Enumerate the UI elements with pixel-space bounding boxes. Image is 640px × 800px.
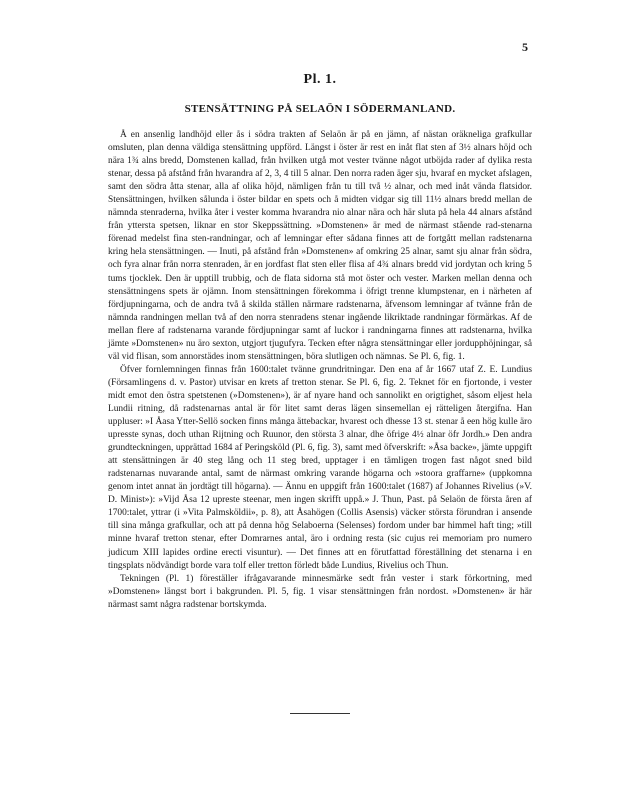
body-text bbox=[108, 129, 532, 612]
section-title: STENSÄTTNING PÅ SELAÖN I SÖDERMANLAND. bbox=[184, 103, 456, 115]
paragraph-history: Öfver fornlemningen finnas från 1600:talet tvänne grundritningar. Den ena af år 1667 utaf Z. E. Lundius (Församlingens d. v. Pastor) utvisar en krets af tretton stenar. Se Pl. 6, fig. 2. Teknet för en fjortonde, i vester midt emot den östra spetstenen (»Domstenen»), är af nyare hand och sannolikt en origtighet, såsom eljest hela Lundii ritning, då radstenarnas antal är för litet samt deras lägen sinsemellan ej rätteligen återgifna. Han uppluser: »I Åasa Ytter-Sellö socken finns många ättebackar, hvarest och dhesse 13 st. stenar å een hög kulle äro upresste synas, doch uthan Rijtning och Ruunor, den största 3 alnar, dhe öfrige 4½ alnar öfr Jordh.» Den andra grundteckningen, upprättad 1684 af Peringsköld (Pl. 6, fig. 3), samt med öfverskrift: »Åsa backe», jämte uppgift att stensättningen är 40 steg lång och 11 steg bred, upptager i en tämligen trogen fast något sned bild radstenarnas nuvarande antal, samt de närmast omkring varande högarna och »stoora graffarne» (uppkomna genom intet annat än jordtägt till högarna). — Ännu en uppgift från 1600:talet (1687) af Johannes Rivelius (»V. D. Minist»): »Vijd Åsa 12 upreste steenar, men ingen skrifft uppå.» J. Thun, Past. på Selaön de första åren af 1700:talet, yttrar (i »Vita Palmsköldii», p. 8), att Åsahögen (Collis Asensis) väcker största förundran i ansende till sina många grafkullar, och att på denna hög Selaboerna (Selenses) fordom under bar himmel haft ting; »till minne hvaraf tretton stenar, efter Domrarnes antal, äro i ordning resta (sic cujus rei memoriam pro numero judicum XIII lapides ordine erecti visuntur). — Det finnes att en förutfattad föreställning det stenarna i en tingsplats nödvändigt borde vara tolf eller tretton förledt både Lundius, Rivelius och Thun. bbox=[108, 364, 532, 571]
page-number: 5 bbox=[522, 40, 528, 54]
paragraph-description: Å en ansenlig landhöjd eller ås i södra trakten af Selaön är på en jämn, af nästan oräkneliga grafkullar omsluten, plan denna väldiga stensättning uppförd. Längst i öster är rest en inåt flat sten af 3½ alnars höjd och nära 1¾ alns bredd, Domstenen kallad, från hvilken utgå mot vester tvänne något utböjda rader af dylika resta stenar, dessa på afstånd från hvarandra af 2, 3, 4 till 5 alnar. Den norra raden äger sju, hvaraf en mycket afslagen, samt den södra åtta stenar, alla af olika höjd, nämligen från tu till två ½ alnar, och med inåt vända flatsidor. Stensättningen, hvilken sålunda i öster bildar en spets och å midten vidgar sig till 11½ alnars bredd mellan de nämnda stenraderna, hvilka åter i vester komma hvarandra nio alnar nära och här sluta på hela 44 alnars afstånd från yttersta spetsen, liknar en stor Skeppssättning. »Domstenen» är med de närmast stående rad-stenarna förenad medelst fina sten-randningar, och af lemningar efter sådana finnes att de fortgått mellan radstenarna kring hela stensättningen. — Inuti, på afstånd från »Domstenen» af omkring 25 alnar, samt sju alnar från södra, och fyra alnar från norra stenraden, är en jordfast flat sten eller flisa af 4¾ alnars bredd vid jordytan och kring 5 tums tjocklek. Den är upptill trubbig, och de flata sidorna stå mot öster och vester. Marken mellan denna och stensättningens spets är ojämn. Inom stensättningen förekomma i öfrigt trenne klumpstenar, en i närheten af fördjupningarna, och de andra två å skilda ställen närmare radstenarna, äfvensom lemningar af tvänne från de nämnda randningen mellan två af den norra stenradens stenar ingående likriktade randningar förmärkas. Af de mellan flere af radstenarna varande fördjupningar samt af luckor i randningarna finnes att radstenarna, hvilka jämte »Domstenen» nu äro sexton, utgjort tjugufyra. Tecken efter några stensättningar eller jordupphöjningar, så väl vid flisan, som annorstädes inom stensättningen, böra slutligen och nämnas. Se Pl. 6, fig. 1. bbox=[108, 130, 532, 362]
closing-rule bbox=[290, 713, 350, 714]
plate-heading: Pl. 1. bbox=[303, 72, 337, 87]
paragraph-illustration-note: Tekningen (Pl. 1) föreställer ifrågavarande minnesmärke sedt från vester i stark förkortning, med »Domstenen» längst bort i bakgrunden. Pl. 5, fig. 1 visar stensättningen från nordost. »Domstenen» är här närmast samt några radstenar bortskymda. bbox=[108, 573, 532, 610]
